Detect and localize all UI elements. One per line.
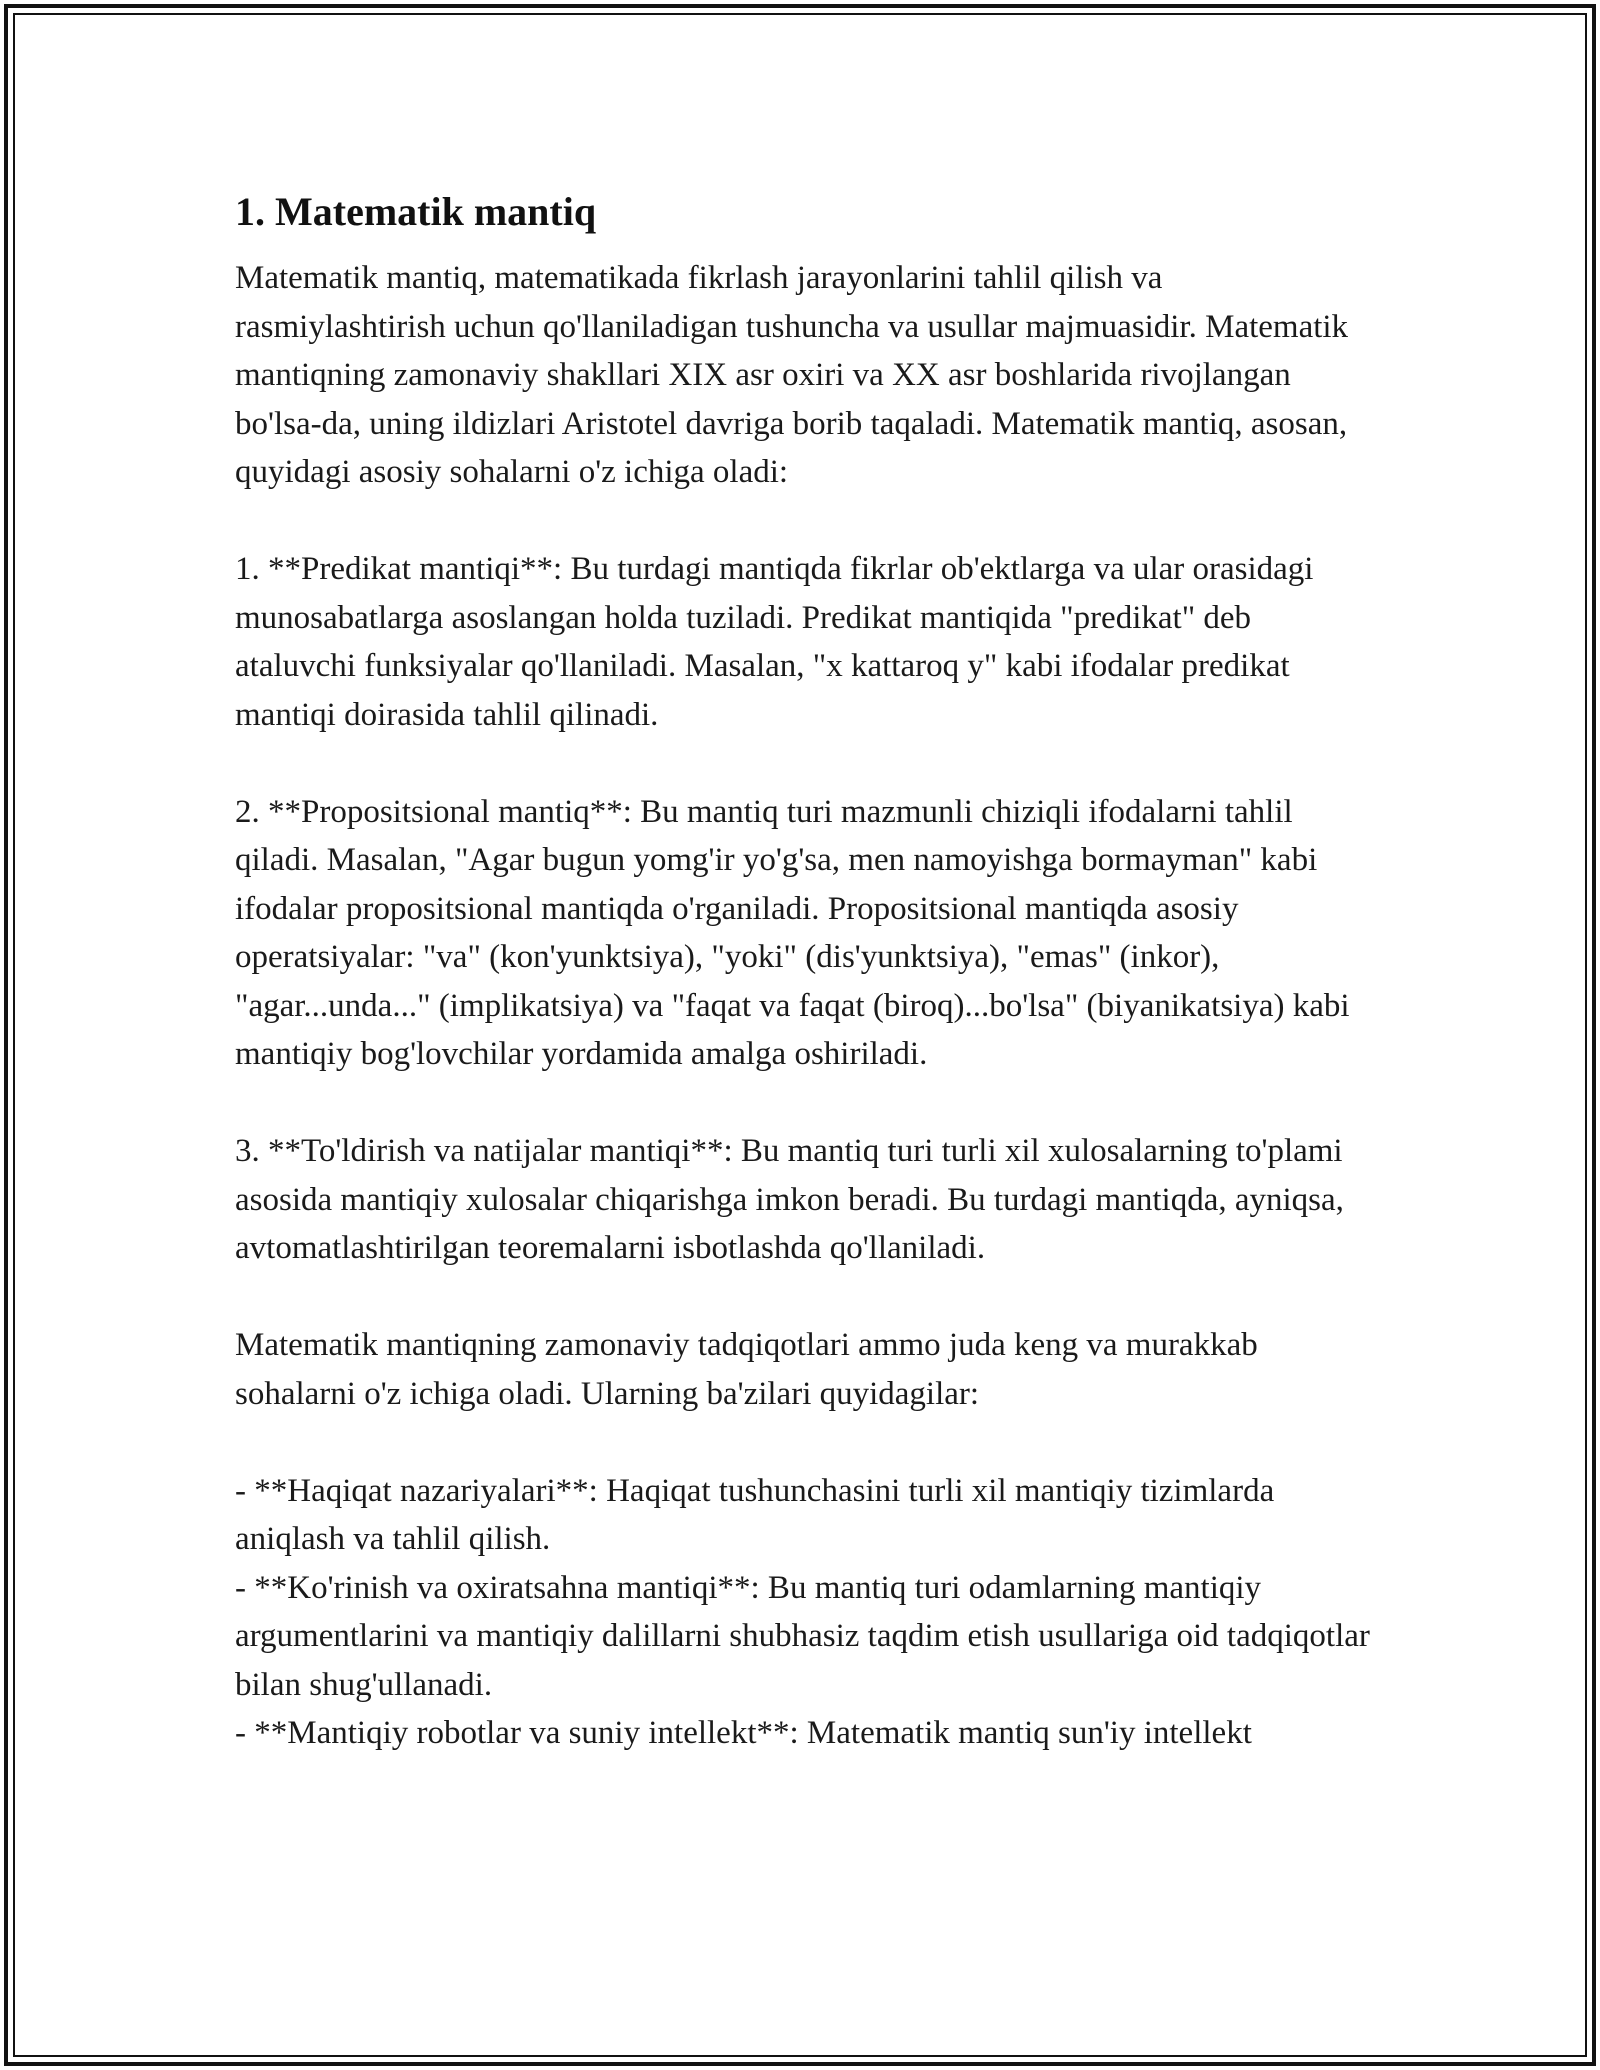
section-title: 1. Matematik mantiq — [235, 189, 597, 234]
bullet-item-truth-theories: - **Haqiqat nazariyalari**: Haqiqat tushunchasini turli xil mantiqiy tizimlarda aniqlash va tahlil qilish. — [235, 1472, 1275, 1557]
inference-logic-paragraph: 3. **To'ldirish va natijalar mantiqi**: Bu mantiq turi turli xil xulosalarning to'plami asosida mantiqiy xulosalar chiqarishga imkon beradi. Bu turdagi mantiqda, ayniqsa, avtomatlashtirilgan teoremalarni isbotlashda qo'llaniladi. — [235, 1133, 1344, 1266]
predicate-logic-paragraph: 1. **Predikat mantiqi**: Bu turdagi mantiqda fikrlar ob'ektlarga va ular orasidagi munosabatlarga asoslangan holda tuziladi. Predikat mantiqida "predikat" deb ataluvchi funksiyalar qo'llaniladi. Masalan, "x kattaroq y" kabi ifodalar predikat mantiqi doirasida tahlil qilinadi. — [235, 551, 1314, 733]
intro-paragraph: Matematik mantiq, matematikada fikrlash jarayonlarini tahlil qilish va rasmiylashtirish uchun qo'llaniladigan tushuncha va usullar majmuasidir. Matematik mantiqning zamonaviy shakllari XIX asr oxiri va XX asr boshlarida rivojlangan bo'lsa-da, uning ildizlari Aristotel davriga borib taqaladi. Matematik mantiq, asosan, quyidagi asosiy sohalarni o'z ichiga oladi: — [235, 260, 1349, 490]
modern-research-paragraph: Matematik mantiqning zamonaviy tadqiqotlari ammo juda keng va murakkab sohalarni o'z ichiga oladi. Ularning ba'zilari quyidagilar: — [235, 1327, 1258, 1412]
propositional-logic-paragraph: 2. **Propositsional mantiq**: Bu mantiq turi mazmunli chiziqli ifodalarni tahlil qiladi. Masalan, "Agar bugun yomg'ir yo'g'sa, men namoyishga bormayman" kabi ifodalar propositsional mantiqda o'rganiladi. Propositsional mantiqda asosiy operatsiyalar: "va" (kon'yunktsiya), "yoki" (dis'yunktsiya), "emas" (inkor), "agar...unda..." (implikatsiya) va "faqat va faqat (biroq)...bo'lsa" (biyanikatsiya) kabi mantiqiy bog'lovchilar yordamida amalga oshiriladi. — [235, 793, 1350, 1072]
document-body — [235, 184, 1375, 1758]
bullet-item-argument-logic: - **Ko'rinish va oxiratsahna mantiqi**: Bu mantiq turi odamlarning mantiqiy argumentlarini va mantiqiy dalillarni shubhasiz taqdim etish usullariga oid tadqiqotlar bilan shug'ullanadi. — [235, 1569, 1370, 1703]
bullet-item-ai-logic: - **Mantiqiy robotlar va suniy intellekt**: Matematik mantiq sun'iy intellekt — [235, 1715, 1252, 1751]
